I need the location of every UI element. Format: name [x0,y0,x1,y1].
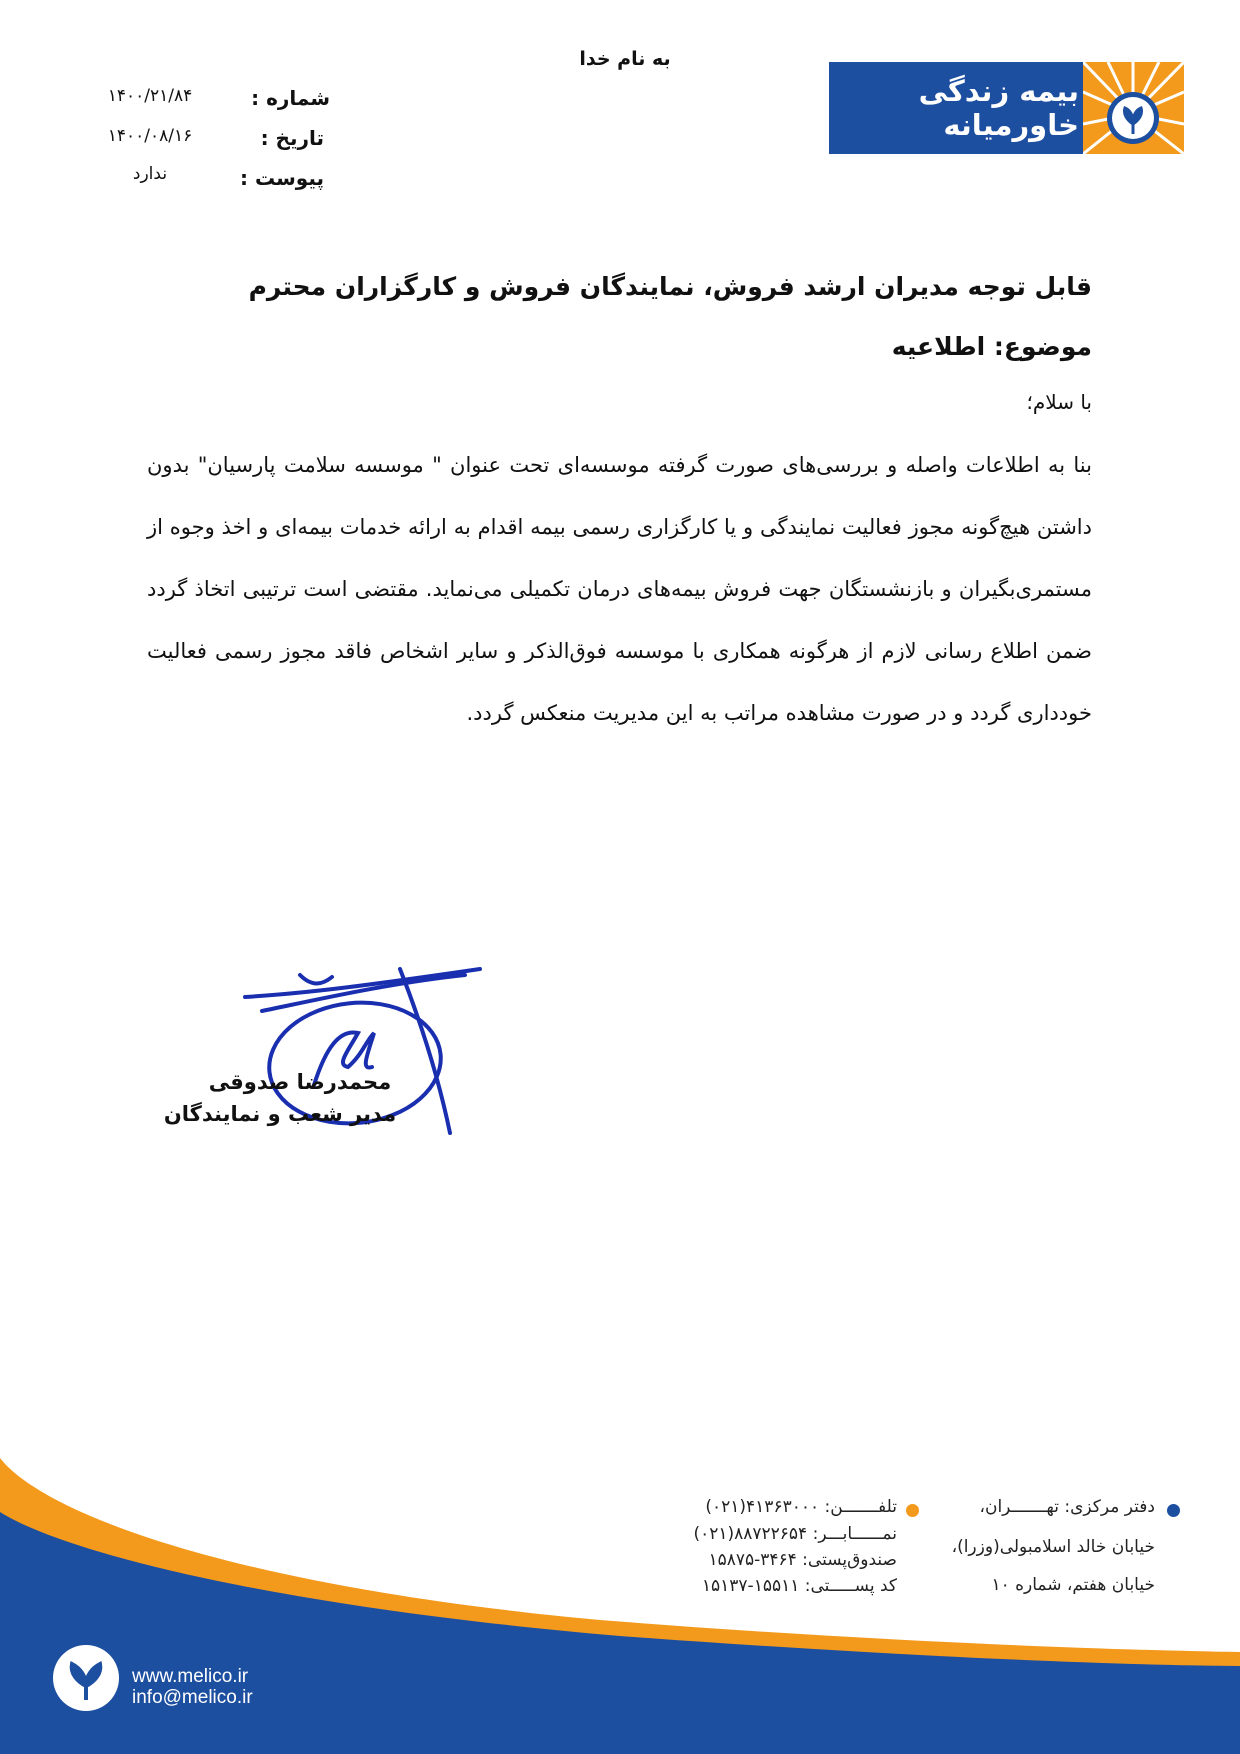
date-value: ۱۴۰۰/۰۸/۱۶ [107,126,193,146]
signatory-title: مدیر شعب و نمایندگان [163,1102,397,1126]
email-link[interactable]: info@melico.ir [132,1687,253,1708]
attachment-label: پیوست : [239,166,324,190]
letter-body: بنا به اطلاعات واصله و بررسی‌های صورت گرفته موسسه‌ای تحت عنوان " موسسه سلامت پارسیان" بدون داشتن هیچ‌گونه مجوز فعالیت نمایندگی و یا کارگزاری رسمی بیمه اقدام به ارائه خدمات بیمه‌ای و اخذ وجوه از مستمری‌بگیران و بازنشستگان جهت فروش بیمه‌های درمان تکمیلی می‌نماید. مقتضی است ترتیبی اتخاذ گردد ضمن اطلاع رسانی لازم از هرگونه همکاری با موسسه فوق‌الذکر و سایر اشخاص فاقد مجوز رسمی فعالیت خودداری گردد و در صورت مشاهده مراتب به این مدیریت منعکس گردد. [147,453,1092,725]
greeting: با سلام؛ [1026,390,1092,414]
addressee-heading: قابل توجه مدیران ارشد فروش، نمایندگان فروش و کارگزاران محترم [248,272,1092,301]
number-label: شماره : [251,86,330,110]
po-box-line: صندوق‌پستی: ۳۴۶۴-۱۵۸۷۵ [708,1550,897,1570]
subject-heading: موضوع: اطلاعیه [891,332,1092,361]
date-label: تاریخ : [260,126,324,150]
company-logo-text: بیمه زندگی خاورمیانه [918,74,1079,142]
address-bullet-icon [1167,1504,1180,1517]
number-value: ۱۴۰۰/۲۱/۸۴ [107,86,193,106]
fax-line: نمــــــابـــر: ۸۸۷۲۲۶۵۴(۰۲۱) [693,1524,897,1544]
footer-logo-icon [52,1644,120,1712]
website-link[interactable]: www.melico.ir [132,1666,249,1687]
contact-bullet-icon [906,1504,919,1517]
address-line-2: خیابان خالد اسلامبولی(وزرا)، [951,1537,1155,1557]
phone-line: تلفـــــــن: ۴۱۳۶۳۰۰۰(۰۲۱) [705,1497,897,1517]
postal-code-line: کد پســـــتی: ۱۵۵۱۱-۱۵۱۳۷ [701,1576,897,1596]
signatory-name: محمدرضا صدوقی [208,1070,392,1094]
address-line-1: دفتر مرکزی: تهـــــــران، [979,1497,1155,1517]
bismillah-heading: به نام خدا [579,48,671,70]
address-line-3: خیابان هفتم، شماره ۱۰ [991,1575,1155,1595]
sun-logo-icon [1083,62,1184,154]
attachment-value: ندارد [132,164,168,184]
